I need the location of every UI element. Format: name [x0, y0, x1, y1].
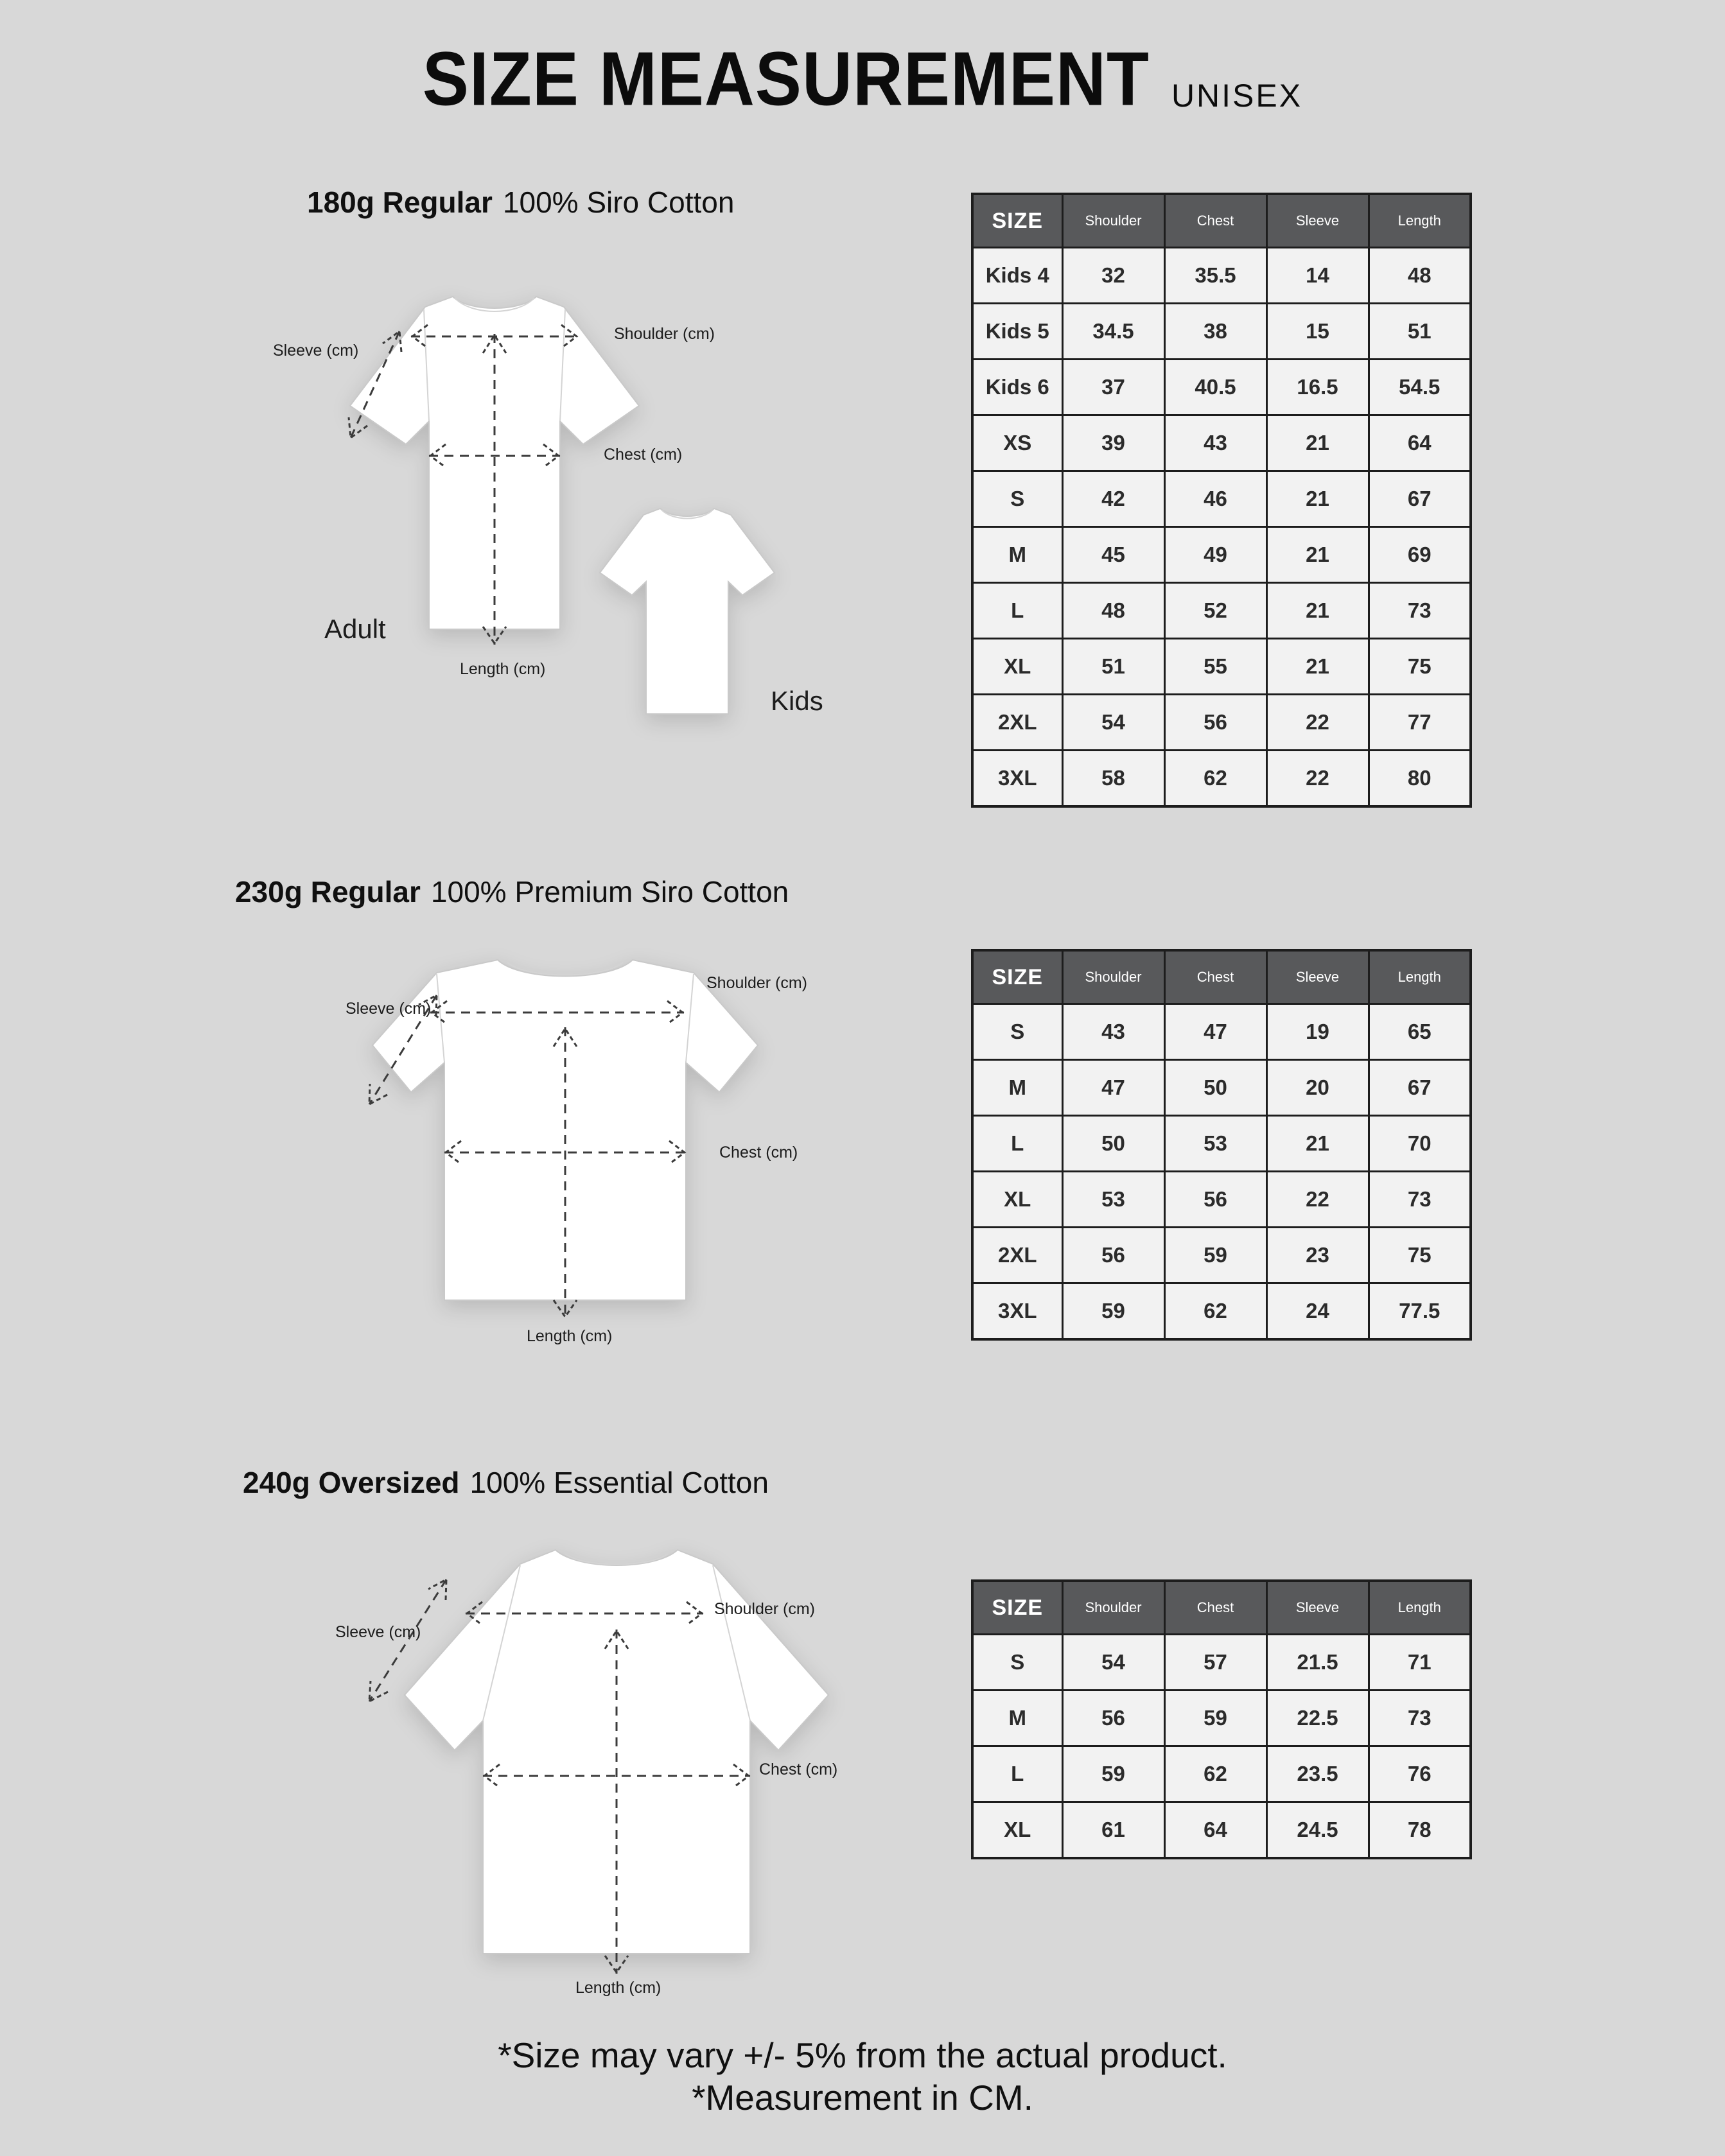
- value-cell: 49: [1164, 527, 1266, 583]
- value-cell: 14: [1266, 248, 1369, 304]
- value-cell: 21: [1266, 583, 1369, 639]
- value-cell: 56: [1062, 1228, 1164, 1283]
- kids-label: Kids: [771, 686, 823, 716]
- value-cell: 55: [1164, 639, 1266, 695]
- value-cell: 24: [1266, 1283, 1369, 1340]
- size-table-240g-oversized: [971, 1579, 1472, 1859]
- shoulder-label: Shoulder (cm): [614, 325, 715, 343]
- size-cell: L: [972, 583, 1062, 639]
- chest-label: Chest (cm): [719, 1143, 798, 1161]
- value-cell: 16.5: [1266, 360, 1369, 415]
- value-cell: 59: [1062, 1746, 1164, 1802]
- column-header-shoulder: Shoulder: [1062, 194, 1164, 248]
- value-cell: 45: [1062, 527, 1164, 583]
- table-row: [972, 1635, 1471, 1691]
- value-cell: 34.5: [1062, 304, 1164, 360]
- table-header-row: [972, 950, 1471, 1004]
- fabric-type-label: 100% Essential Cotton: [469, 1466, 769, 1499]
- table-header-row: [972, 1581, 1471, 1635]
- value-cell: 23.5: [1266, 1746, 1369, 1802]
- value-cell: 58: [1062, 751, 1164, 807]
- column-header-shoulder: Shoulder: [1062, 950, 1164, 1004]
- chest-label: Chest (cm): [759, 1760, 838, 1778]
- tshirt-measurement-illustration: [321, 1533, 938, 1995]
- tshirt-measurement-illustration: [257, 270, 873, 745]
- size-cell: S: [972, 1635, 1062, 1691]
- value-cell: 21: [1266, 1116, 1369, 1172]
- value-cell: 65: [1369, 1004, 1471, 1060]
- size-cell: XS: [972, 415, 1062, 471]
- column-header-length: Length: [1369, 950, 1471, 1004]
- value-cell: 57: [1164, 1635, 1266, 1691]
- value-cell: 39: [1062, 415, 1164, 471]
- table-row: [972, 415, 1471, 471]
- table-row: [972, 1228, 1471, 1283]
- table-row: [972, 583, 1471, 639]
- value-cell: 62: [1164, 1283, 1266, 1340]
- section-heading-240g: [243, 1465, 769, 1500]
- value-cell: 21: [1266, 415, 1369, 471]
- column-header-length: Length: [1369, 194, 1471, 248]
- value-cell: 23: [1266, 1228, 1369, 1283]
- value-cell: 54: [1062, 695, 1164, 751]
- value-cell: 21: [1266, 471, 1369, 527]
- value-cell: 50: [1164, 1060, 1266, 1116]
- table-row: [972, 751, 1471, 807]
- table-row: [972, 639, 1471, 695]
- value-cell: 73: [1369, 1691, 1471, 1746]
- table-row: [972, 1004, 1471, 1060]
- size-cell: 2XL: [972, 695, 1062, 751]
- value-cell: 80: [1369, 751, 1471, 807]
- shoulder-label: Shoulder (cm): [714, 1600, 815, 1618]
- value-cell: 77: [1369, 695, 1471, 751]
- value-cell: 32: [1062, 248, 1164, 304]
- oversized-tshirt-diagram: [321, 1533, 938, 1995]
- value-cell: 21: [1266, 639, 1369, 695]
- value-cell: 59: [1164, 1228, 1266, 1283]
- table-row: [972, 695, 1471, 751]
- column-header-size: SIZE: [972, 194, 1062, 248]
- size-cell: M: [972, 1691, 1062, 1746]
- value-cell: 53: [1164, 1116, 1266, 1172]
- size-cell: XL: [972, 1172, 1062, 1228]
- table-row: [972, 1691, 1471, 1746]
- column-header-shoulder: Shoulder: [1062, 1581, 1164, 1635]
- adult-label: Adult: [324, 614, 386, 644]
- value-cell: 24.5: [1266, 1802, 1369, 1859]
- table-row: [972, 304, 1471, 360]
- column-header-sleeve: Sleeve: [1266, 194, 1369, 248]
- value-cell: 54: [1062, 1635, 1164, 1691]
- fabric-weight-label: 240g Oversized: [243, 1466, 460, 1499]
- column-header-chest: Chest: [1164, 950, 1266, 1004]
- value-cell: 47: [1062, 1060, 1164, 1116]
- value-cell: 64: [1369, 415, 1471, 471]
- value-cell: 52: [1164, 583, 1266, 639]
- section-heading-230g: [235, 874, 789, 909]
- value-cell: 22.5: [1266, 1691, 1369, 1746]
- fabric-weight-label: 230g Regular: [235, 875, 421, 908]
- value-cell: 21.5: [1266, 1635, 1369, 1691]
- fabric-type-label: 100% Siro Cotton: [502, 186, 735, 219]
- value-cell: 75: [1369, 1228, 1471, 1283]
- size-cell: Kids 4: [972, 248, 1062, 304]
- footnote-size-variance: *Size may vary +/- 5% from the actual product.: [498, 2035, 1227, 2075]
- fabric-weight-label: 180g Regular: [307, 186, 493, 219]
- value-cell: 46: [1164, 471, 1266, 527]
- value-cell: 62: [1164, 751, 1266, 807]
- size-cell: XL: [972, 1802, 1062, 1859]
- size-cell: 2XL: [972, 1228, 1062, 1283]
- table-row: [972, 1283, 1471, 1340]
- value-cell: 22: [1266, 1172, 1369, 1228]
- table-row: [972, 1802, 1471, 1859]
- value-cell: 37: [1062, 360, 1164, 415]
- size-cell: L: [972, 1116, 1062, 1172]
- shoulder-label: Shoulder (cm): [706, 974, 807, 992]
- section-heading-180g: [307, 185, 734, 220]
- column-header-chest: Chest: [1164, 1581, 1266, 1635]
- value-cell: 15: [1266, 304, 1369, 360]
- table-header-row: [972, 194, 1471, 248]
- size-cell: Kids 6: [972, 360, 1062, 415]
- value-cell: 47: [1164, 1004, 1266, 1060]
- sleeve-label: Sleeve (cm): [346, 1000, 432, 1018]
- length-label: Length (cm): [527, 1327, 613, 1345]
- value-cell: 56: [1164, 1172, 1266, 1228]
- size-cell: S: [972, 1004, 1062, 1060]
- adult-kids-tshirt-diagram: [257, 270, 873, 745]
- value-cell: 62: [1164, 1746, 1266, 1802]
- value-cell: 77.5: [1369, 1283, 1471, 1340]
- table-row: [972, 1060, 1471, 1116]
- value-cell: 67: [1369, 471, 1471, 527]
- size-cell: S: [972, 471, 1062, 527]
- footnote-measurement-unit: *Measurement in CM.: [692, 2078, 1033, 2117]
- column-header-chest: Chest: [1164, 194, 1266, 248]
- value-cell: 22: [1266, 695, 1369, 751]
- value-cell: 48: [1369, 248, 1471, 304]
- value-cell: 48: [1062, 583, 1164, 639]
- value-cell: 56: [1164, 695, 1266, 751]
- value-cell: 67: [1369, 1060, 1471, 1116]
- table-row: [972, 248, 1471, 304]
- footnotes: [0, 2034, 1725, 2119]
- value-cell: 59: [1164, 1691, 1266, 1746]
- page-subtitle: UNISEX: [1171, 78, 1303, 114]
- value-cell: 20: [1266, 1060, 1369, 1116]
- page-title: SIZE MEASUREMENT: [422, 35, 1150, 121]
- table-row: [972, 1746, 1471, 1802]
- column-header-length: Length: [1369, 1581, 1471, 1635]
- size-table-230g-regular: [971, 949, 1472, 1341]
- value-cell: 56: [1062, 1691, 1164, 1746]
- size-cell: 3XL: [972, 751, 1062, 807]
- value-cell: 38: [1164, 304, 1266, 360]
- table-row: [972, 1172, 1471, 1228]
- page-header: [0, 35, 1725, 123]
- table-row: [972, 471, 1471, 527]
- value-cell: 40.5: [1164, 360, 1266, 415]
- length-label: Length (cm): [460, 660, 546, 678]
- size-cell: Kids 5: [972, 304, 1062, 360]
- table-row: [972, 360, 1471, 415]
- column-header-size: SIZE: [972, 1581, 1062, 1635]
- value-cell: 50: [1062, 1116, 1164, 1172]
- value-cell: 54.5: [1369, 360, 1471, 415]
- value-cell: 22: [1266, 751, 1369, 807]
- value-cell: 71: [1369, 1635, 1471, 1691]
- value-cell: 73: [1369, 1172, 1471, 1228]
- value-cell: 70: [1369, 1116, 1471, 1172]
- value-cell: 51: [1369, 304, 1471, 360]
- chest-label: Chest (cm): [604, 446, 683, 464]
- value-cell: 51: [1062, 639, 1164, 695]
- size-cell: M: [972, 527, 1062, 583]
- value-cell: 69: [1369, 527, 1471, 583]
- value-cell: 35.5: [1164, 248, 1266, 304]
- length-label: Length (cm): [575, 1979, 661, 1997]
- value-cell: 19: [1266, 1004, 1369, 1060]
- size-cell: M: [972, 1060, 1062, 1116]
- value-cell: 59: [1062, 1283, 1164, 1340]
- column-header-size: SIZE: [972, 950, 1062, 1004]
- kids-tshirt-graphic: [600, 509, 775, 714]
- value-cell: 53: [1062, 1172, 1164, 1228]
- column-header-sleeve: Sleeve: [1266, 950, 1369, 1004]
- sleeve-label: Sleeve (cm): [335, 1623, 421, 1641]
- value-cell: 21: [1266, 527, 1369, 583]
- column-header-sleeve: Sleeve: [1266, 1581, 1369, 1635]
- value-cell: 76: [1369, 1746, 1471, 1802]
- value-cell: 61: [1062, 1802, 1164, 1859]
- size-table-180g-regular: [971, 193, 1472, 808]
- size-cell: L: [972, 1746, 1062, 1802]
- value-cell: 78: [1369, 1802, 1471, 1859]
- value-cell: 43: [1164, 415, 1266, 471]
- value-cell: 75: [1369, 639, 1471, 695]
- value-cell: 73: [1369, 583, 1471, 639]
- regular-tshirt-diagram: [334, 941, 912, 1352]
- table-row: [972, 1116, 1471, 1172]
- value-cell: 64: [1164, 1802, 1266, 1859]
- fabric-type-label: 100% Premium Siro Cotton: [430, 875, 789, 908]
- sleeve-label: Sleeve (cm): [273, 342, 359, 360]
- size-cell: 3XL: [972, 1283, 1062, 1340]
- value-cell: 43: [1062, 1004, 1164, 1060]
- table-row: [972, 527, 1471, 583]
- value-cell: 42: [1062, 471, 1164, 527]
- size-cell: XL: [972, 639, 1062, 695]
